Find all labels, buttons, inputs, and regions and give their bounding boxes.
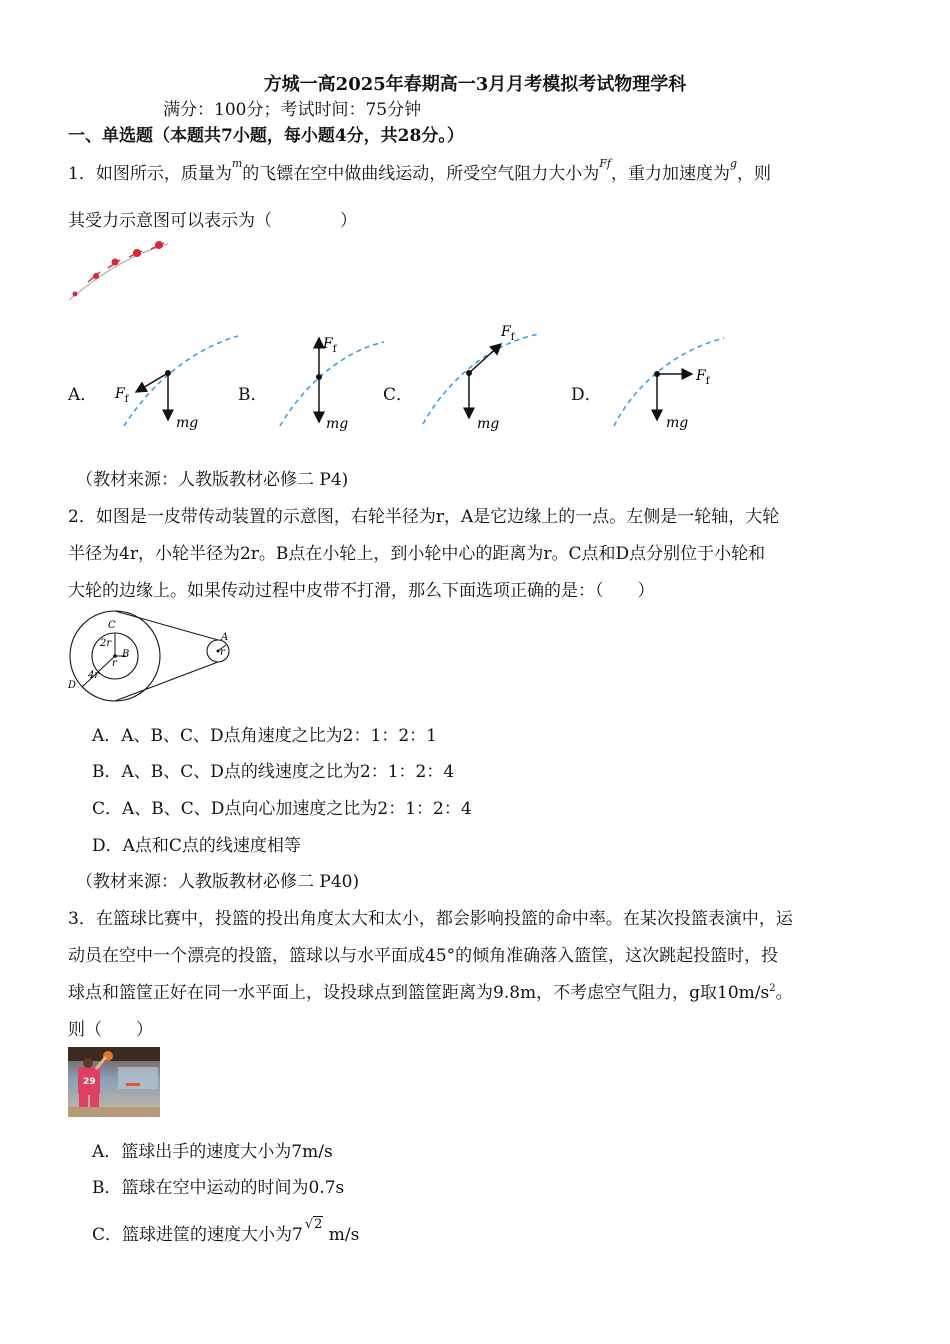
- q1-text-b: 的飞镖在空中做曲线运动，所受空气阻力大小为: [242, 164, 600, 184]
- svg-text:mg: mg: [666, 415, 689, 431]
- q3-stem-line4: 则（ ）: [68, 1020, 153, 1040]
- q3-option-c-text: C．篮球进筐的速度大小为7: [92, 1225, 303, 1245]
- q2-source: （教材来源：人教版教材必修二 P40): [76, 872, 360, 892]
- section-heading: 一、单选题（本题共7小题，每小题4分，共28分。）: [68, 126, 464, 146]
- q1-stem-line2: 其受力示意图可以表示为（ ）: [68, 211, 357, 231]
- q3-option-c-root: 2: [314, 1217, 323, 1232]
- q2-stem-line2: 半径为4r，小轮半径为2r。B点在小轮上，到小轮中心的距离为r。C点和D点分别位于小轮和: [68, 544, 766, 564]
- q1-option-a-label[interactable]: A．: [68, 385, 98, 405]
- q1-symbol-g: g: [729, 157, 738, 170]
- svg-text:mg: mg: [176, 415, 199, 431]
- q2-option-d[interactable]: D．A点和C点的线速度相等: [92, 836, 301, 856]
- exam-subtitle: 满分：100分；考试时间：75分钟: [163, 100, 422, 120]
- q1-diagram-c: [415, 318, 550, 440]
- q3-option-c-unit: m/s: [323, 1225, 360, 1245]
- q1-text-d: ，则: [737, 164, 772, 184]
- q2-option-b[interactable]: B．A、B、C、D点的线速度之比为2：1：2：4: [92, 762, 455, 782]
- svg-text:29: 29: [83, 1077, 96, 1087]
- q3-line3-text: 球点和篮筐正好在同一水平面上，设投球点到篮筐距离为9.8m，不考虑空气阻力，g取10m/s: [68, 983, 770, 1003]
- q3-line3-end: 。: [775, 983, 793, 1003]
- svg-text:mg: mg: [477, 416, 500, 432]
- q3-line3-sup: 2: [769, 983, 776, 994]
- svg-text:4r: 4r: [88, 670, 100, 681]
- q2-option-a[interactable]: A．A、B、C、D点角速度之比为2：1：2：1: [92, 726, 437, 746]
- q1-option-d-label[interactable]: D．: [571, 385, 602, 405]
- sqrt-symbol: √2: [304, 1217, 323, 1232]
- svg-text:C: C: [108, 620, 116, 631]
- svg-text:Ff: $F_f$: [501, 324, 515, 343]
- svg-text:A: A: [221, 632, 229, 643]
- svg-text:mg: mg: [326, 416, 349, 432]
- svg-text:Ff: $F_f$: [323, 336, 337, 355]
- belt-drive-diagram: [64, 610, 244, 702]
- q3-option-a[interactable]: A．篮球出手的速度大小为7m/s: [92, 1142, 333, 1162]
- q1-option-c-label[interactable]: C．: [383, 385, 414, 405]
- q3-stem-line2: 动员在空中一个漂亮的投篮，篮球以与水平面成45°的倾角准确落入篮筐，这次跳起投篮时，投: [68, 946, 779, 966]
- q1-text-a: 1．如图所示，质量为: [68, 164, 232, 184]
- dart-illustration: [66, 238, 176, 308]
- q1-option-b-label[interactable]: B．: [238, 385, 268, 405]
- basketball-photo: [68, 1047, 160, 1117]
- svg-text:r: r: [220, 647, 225, 658]
- q1-symbol-m: m: [231, 157, 243, 170]
- svg-text:r: r: [112, 658, 117, 669]
- q2-option-c[interactable]: C．A、B、C、D点向心加速度之比为2：1：2：4: [92, 799, 472, 819]
- q1-diagram-a: [110, 330, 250, 440]
- q1-source: （教材来源：人教版教材必修二 P4): [76, 470, 349, 490]
- svg-text:Ff: $F_f$: [696, 368, 710, 387]
- svg-text:2r: 2r: [100, 638, 112, 649]
- svg-text:D: D: [68, 680, 77, 691]
- q1-stem-line1: [68, 157, 771, 184]
- q1-diagram-d: [606, 330, 736, 440]
- q1-diagram-b: [268, 330, 398, 440]
- svg-text:B: B: [122, 649, 130, 660]
- q3-stem-line1: 3．在篮球比赛中，投篮的投出角度太大和太小，都会影响投篮的命中率。在某次投篮表演中，运: [68, 909, 793, 929]
- q1-symbol-ff: Ff: [599, 157, 611, 170]
- q2-stem-line1: 2．如图是一皮带传动装置的示意图，右轮半径为r，A是它边缘上的一点。左侧是一轮轴，大轮: [68, 507, 780, 527]
- svg-text:Ff: $F_f$: [115, 386, 129, 405]
- q1-text-c: ，重力加速度为: [610, 164, 730, 184]
- q3-stem-line3: [68, 978, 793, 1003]
- q2-stem-line3: 大轮的边缘上。如果传动过程中皮带不打滑，那么下面选项正确的是：（ ）: [68, 581, 655, 601]
- q3-option-b[interactable]: B．篮球在空中运动的时间为0.7s: [92, 1178, 345, 1198]
- q3-option-c[interactable]: [92, 1217, 360, 1245]
- exam-title: 方城一高2025年春期高一3月月考模拟考试物理学科: [263, 74, 687, 95]
